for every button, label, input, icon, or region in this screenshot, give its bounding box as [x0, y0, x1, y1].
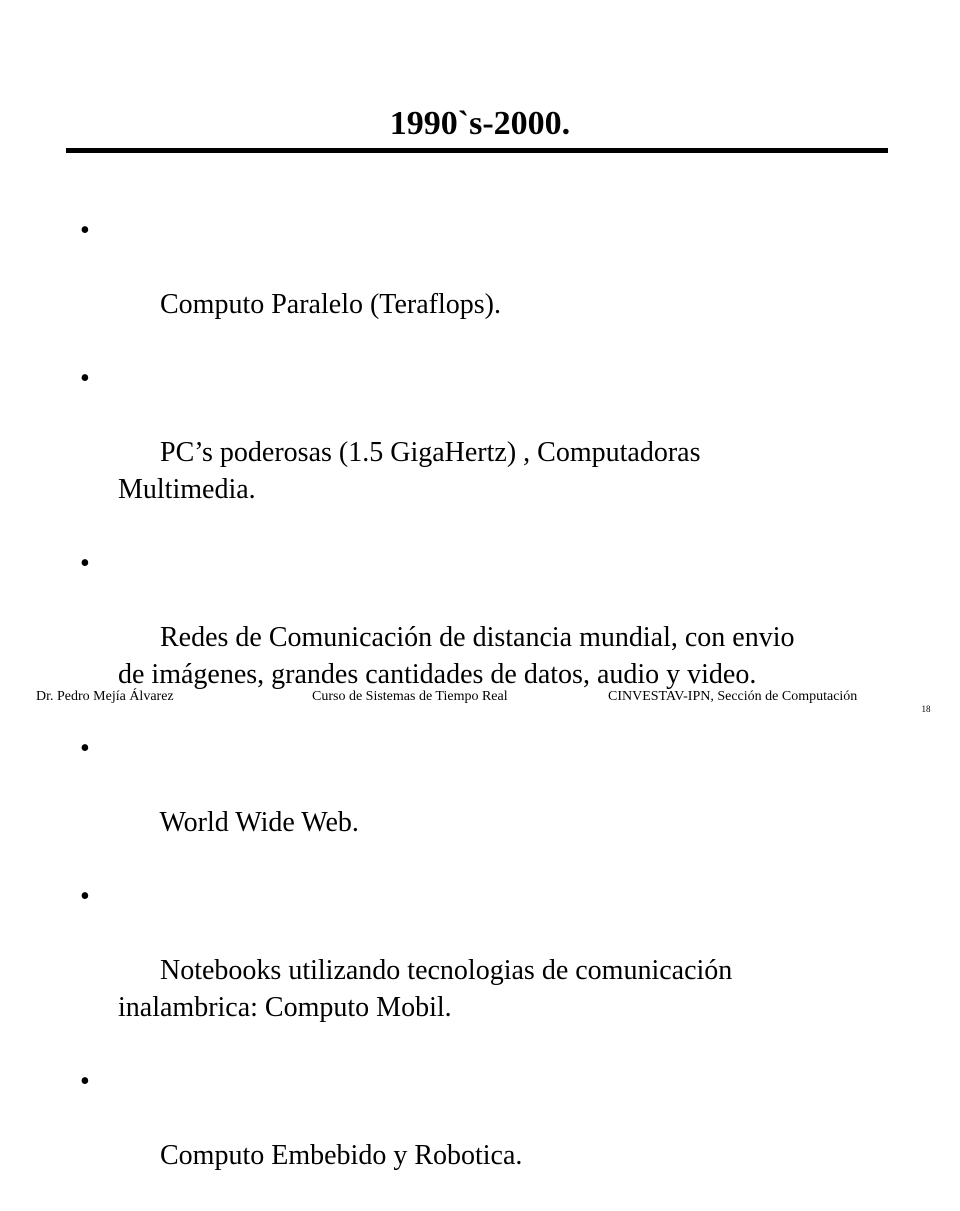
bullet-list [80, 212, 880, 1211]
bullet-text: World Wide Web. [159, 807, 359, 838]
bullet-dot-icon: • [80, 733, 90, 764]
page-number: 18 [921, 704, 931, 714]
bullet-dot-icon: • [80, 548, 90, 579]
bullet-dot-icon: • [80, 215, 90, 246]
bullet-text: Redes de Comunicación de distancia mundial, con envio de imágenes, grandes cantidades de datos, audio y video. [118, 622, 795, 690]
footer-author: Dr. Pedro Mejía Álvarez [36, 689, 174, 704]
bullet-dot-icon: • [80, 363, 90, 394]
footer-institution: CINVESTAV-IPN, Sección de Computación [608, 689, 858, 704]
bullet-item [80, 878, 880, 1063]
bullet-text: Computo Embebido y Robotica. [160, 1140, 523, 1171]
bullet-text: PC’s poderosas (1.5 GigaHertz) , Computadoras Multimedia. [118, 437, 701, 505]
bullet-item [80, 360, 880, 545]
slide-title: 1990`s-2000. [389, 105, 571, 142]
bullet-text: Computo Paralelo (Teraflops). [160, 289, 501, 320]
bullet-dot-icon: • [80, 1066, 90, 1097]
bullet-item [80, 1063, 880, 1211]
bullet-item [80, 730, 880, 878]
footer-course: Curso de Sistemas de Tiempo Real [312, 689, 508, 704]
title-underline [66, 148, 888, 153]
bullet-item [80, 212, 880, 360]
bullet-text: Notebooks utilizando tecnologias de comunicación inalambrica: Computo Mobil. [118, 955, 733, 1023]
bullet-dot-icon: • [80, 881, 90, 912]
